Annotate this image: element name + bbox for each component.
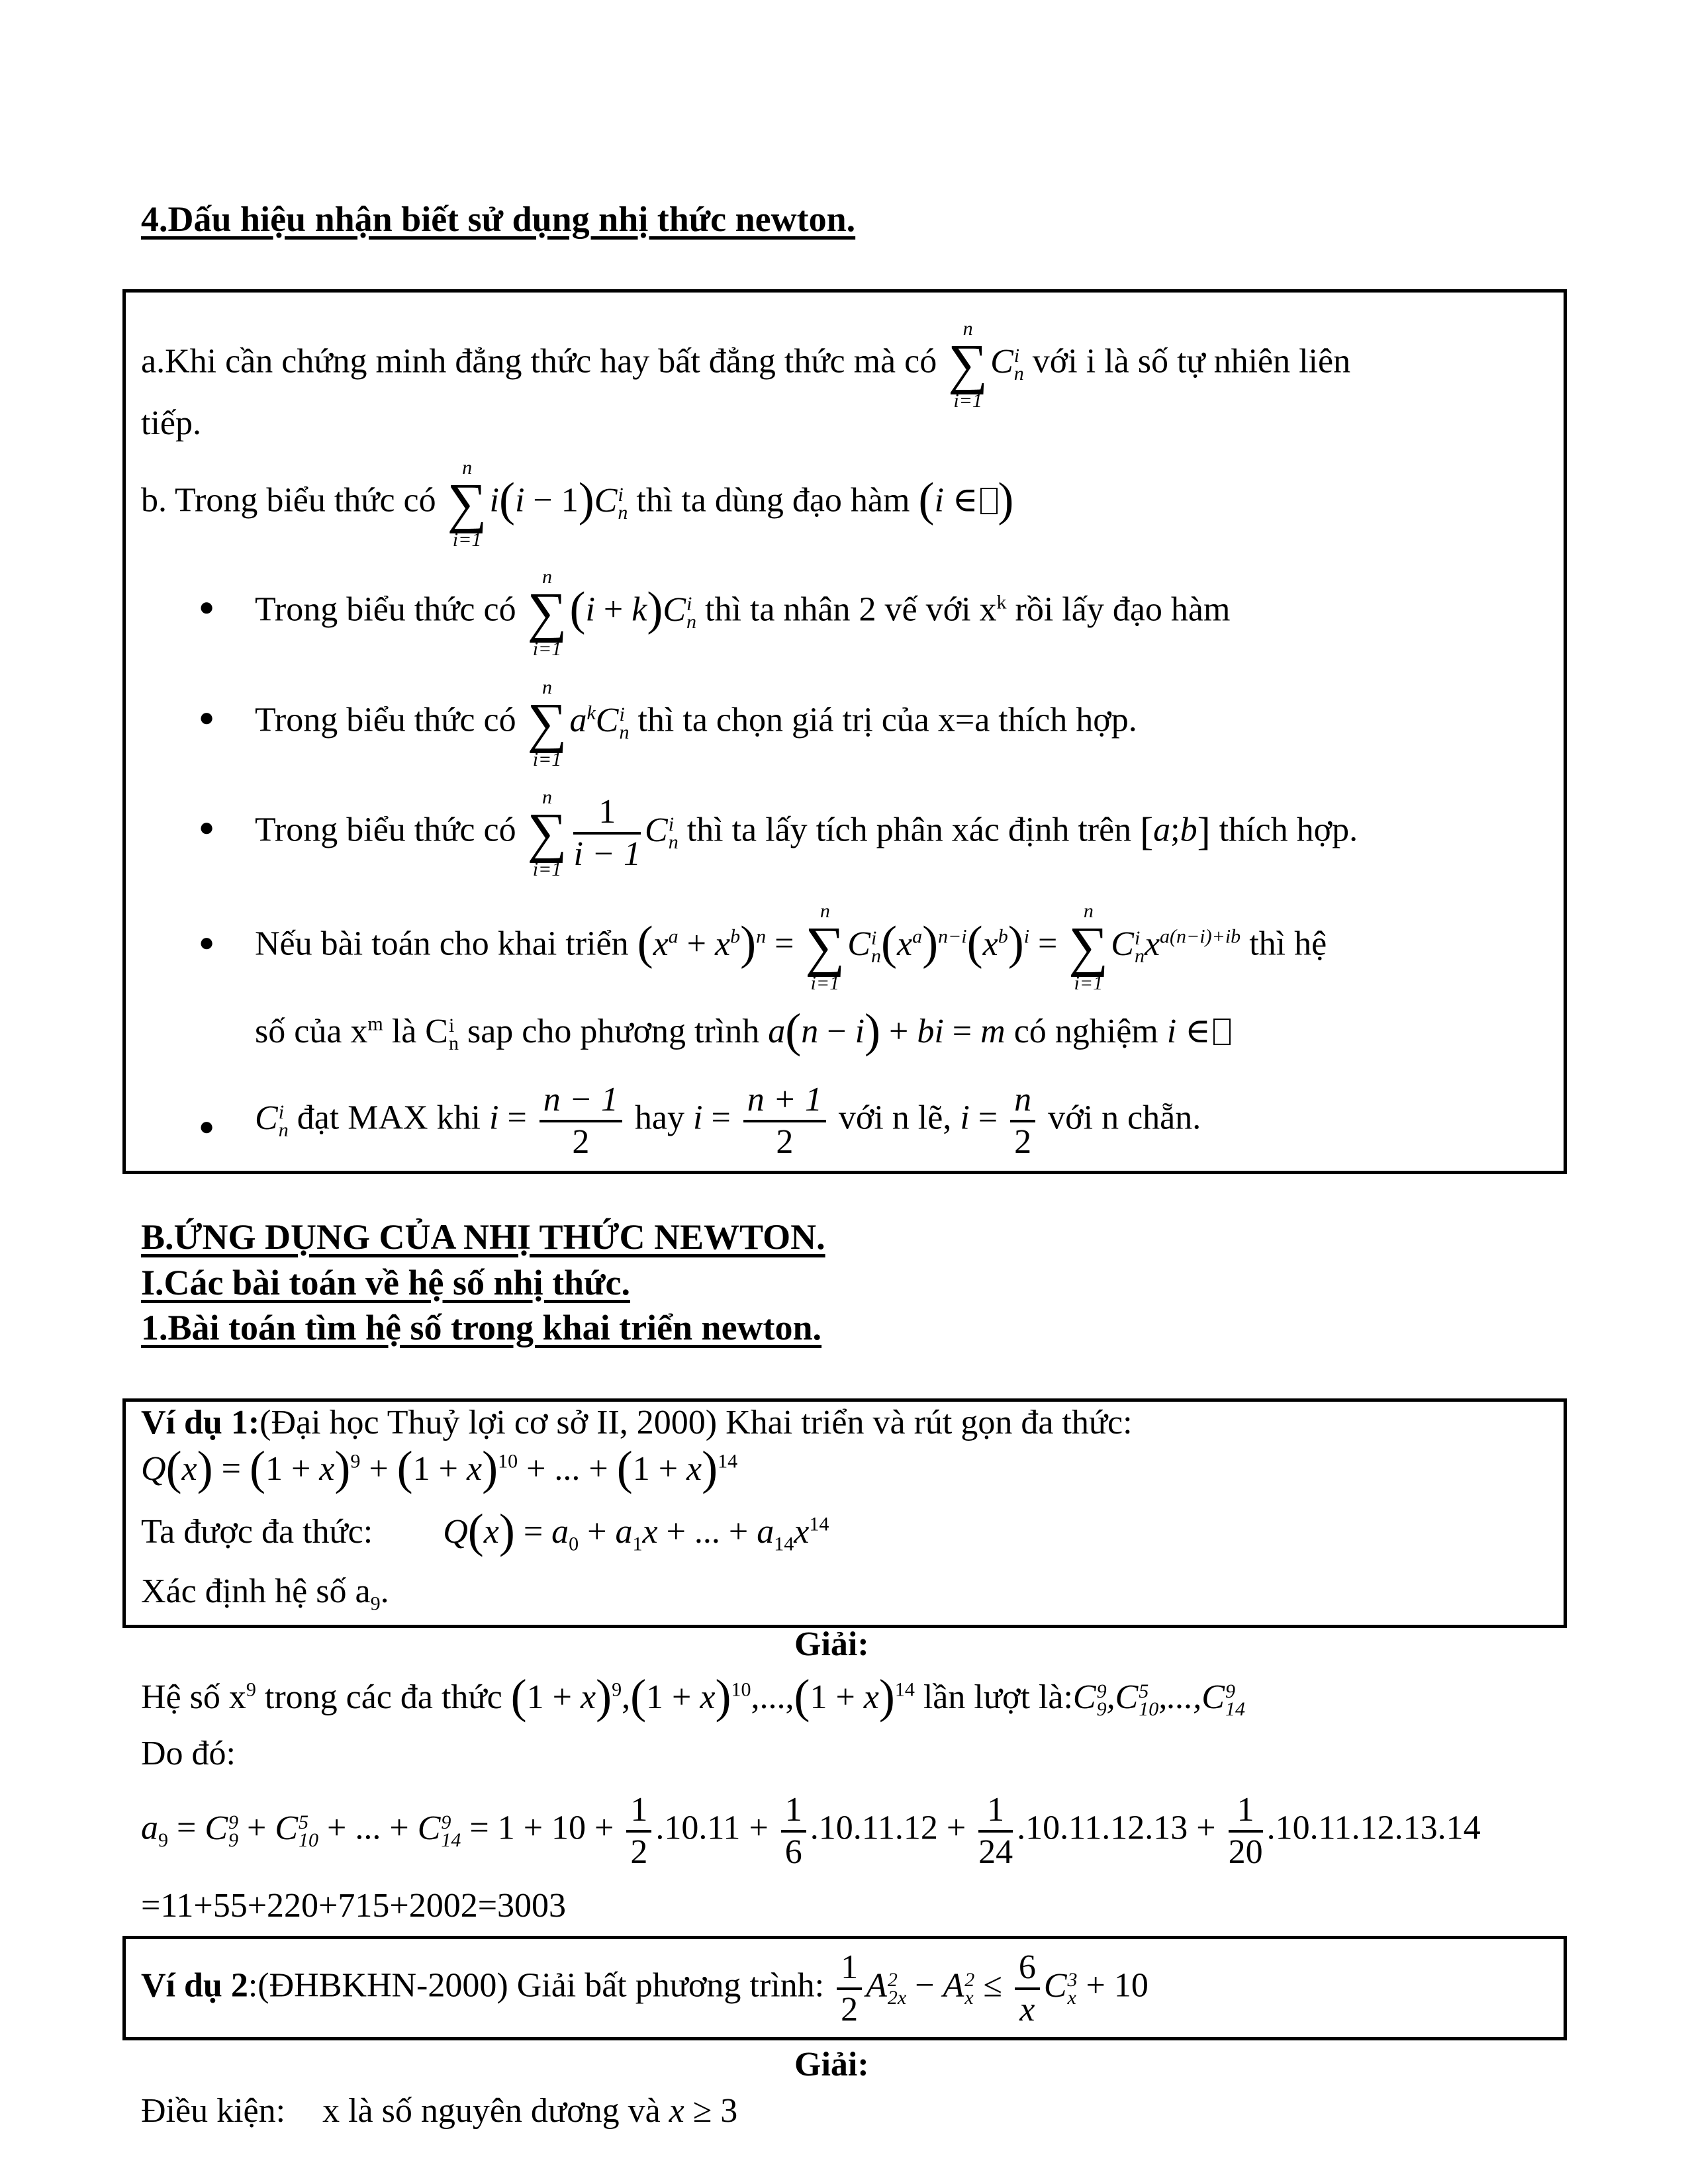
item-a	[141, 318, 1350, 412]
example-1-statement: Ví dụ 1:(Đại học Thuỷ lợi cơ sở II, 2000) Khai triển và rút gọn đa thức:	[141, 1404, 1133, 1441]
bullet-item-2: Trong biểu thức có n ∑ i=1 $a^kC$ i n thì ta chọn giá trị của x=a thích hợp.	[255, 676, 1137, 770]
bullet-item-3: Trong biểu thức có n ∑ i=1 $\frac{1}{i - 1}$ C i n thì ta lấy tích phân xác định trên [a;b] thích hợp.	[255, 786, 1358, 880]
example-label: Ví dụ 2	[141, 1966, 248, 2005]
sum-symbol: n ∑ i=1	[527, 676, 567, 770]
example-1-polynomial: Ta được đa thức: $Q(x) = a_0 + a_1x$ + ... + $a_{14}x^{14}$	[141, 1504, 829, 1557]
sum-symbol: n ∑ i=1	[948, 318, 988, 412]
sum-symbol: n ∑ i=1	[527, 566, 567, 660]
bullet-item-1: Trong biểu thức có n ∑ i=1 (i + k)C i n thì ta nhân 2 vế với $x^k$ rồi lấy đạo hàm	[255, 566, 1231, 660]
bullet-item-4: Nếu bài toán cho khai triển $(x^a + x^b)^n$ = n ∑ i=1 C i n $(x^a)^{n-i}(x^b)^i$ = n ∑ i=1 C i n $x^{a(n-i)+ib}$ thì hệ	[255, 900, 1327, 994]
sum-symbol: n ∑ i=1	[527, 786, 567, 880]
bullet-icon: ●	[199, 702, 215, 732]
problem-title: 1.Bài toán tìm hệ số trong khai triển newton.	[141, 1308, 822, 1347]
example-label: Ví dụ 1:	[141, 1404, 260, 1441]
solution-1-result: =11+55+220+715+2002=3003	[141, 1887, 567, 1925]
solution-1-line1: Hệ số $x^9$ trong các đa thức $(1 + x)^9,(1 + x)^{10},...,(1 + x)^{14}$ lần lượt là:C 9 9 ,C 5 10 ,...,C 9 14	[141, 1670, 1245, 1723]
example-1-question: Xác định hệ số $a_9$.	[141, 1572, 389, 1615]
item-b: b. Trong biểu thức có n ∑ i=1 i(i − 1)C i n thì ta dùng đạo hàm (i ∈ )	[141, 457, 1014, 551]
solution-heading: Giải:	[794, 2046, 869, 2083]
solution-heading: Giải:	[794, 1625, 869, 1663]
math-cni: C i n	[990, 342, 1024, 385]
naturals-symbol	[980, 488, 998, 514]
solution-1-line2: Do đó:	[141, 1735, 236, 1772]
solution-2-condition: Điều kiện: x là số nguyên dương và x ≥ 3	[141, 2092, 738, 2130]
sum-symbol: n ∑ i=1	[805, 900, 845, 994]
bullet-icon: ●	[199, 592, 215, 621]
sum-symbol: n ∑ i=1	[447, 457, 487, 551]
section-b-title: B.ỨNG DỤNG CỦA NHỊ THỨC NEWTON.	[141, 1217, 825, 1257]
sum-symbol: n ∑ i=1	[1068, 900, 1109, 994]
bullet-icon: ●	[199, 1111, 215, 1141]
item-b-text: b. Trong biểu thức có	[141, 481, 436, 520]
solution-1-computation: $a_9 = C$ 9 9 + C 5 10 + ... + C 9 14 = 1 + 10 + $\frac{1}{2}$ .10.11 + $\frac{1}{6}$ .10.11.12 + $\frac{1}{24}$ .10.11.12.13 + $\frac{1}{20}$ .10.11.12.13.14	[141, 1791, 1481, 1871]
bullet-icon: ●	[199, 927, 215, 957]
item-b-suffix: thì ta dùng đạo hàm	[636, 481, 910, 520]
bullet-item-5: C i n đạt MAX khi i = $\frac{n - 1}{2}$ hay i = $\frac{n + 1}{2}$ với n lẽ, i = $\frac{n}{2}$ với n chẵn.	[255, 1081, 1201, 1161]
section-title: 4.Dấu hiệu nhận biết sử dụng nhị thức newton.	[141, 199, 856, 239]
bullet-icon: ●	[199, 812, 215, 842]
example-1-formula: $Q(x) = (1 + x)^9 + (1 + x)^{10}$ + ... + $(1 + x)^{14}$	[141, 1441, 738, 1494]
subsection-title: I.Các bài toán về hệ số nhị thức.	[141, 1263, 630, 1302]
bullet-item-4-line2: số của $x^m$ là C i n sap cho phương trình a(n − i) + bi = m có nghiệm i ∈	[255, 1011, 1231, 1052]
example-2-statement: Ví dụ 2:(ĐHBKHN-2000) Giải bất phương trình: $\frac{1}{2}$ A 2 2x − A 2 x ≤ $\frac{6}{x}$ C 3 x + 10	[141, 1948, 1149, 2028]
item-a-suffix: với i là số tự nhiên liên	[1032, 342, 1351, 381]
item-a-continuation: tiếp.	[141, 404, 201, 442]
naturals-symbol	[1213, 1019, 1231, 1045]
item-a-text: a.Khi cần chứng minh đẳng thức hay bất đẳng thức mà có	[141, 342, 937, 381]
